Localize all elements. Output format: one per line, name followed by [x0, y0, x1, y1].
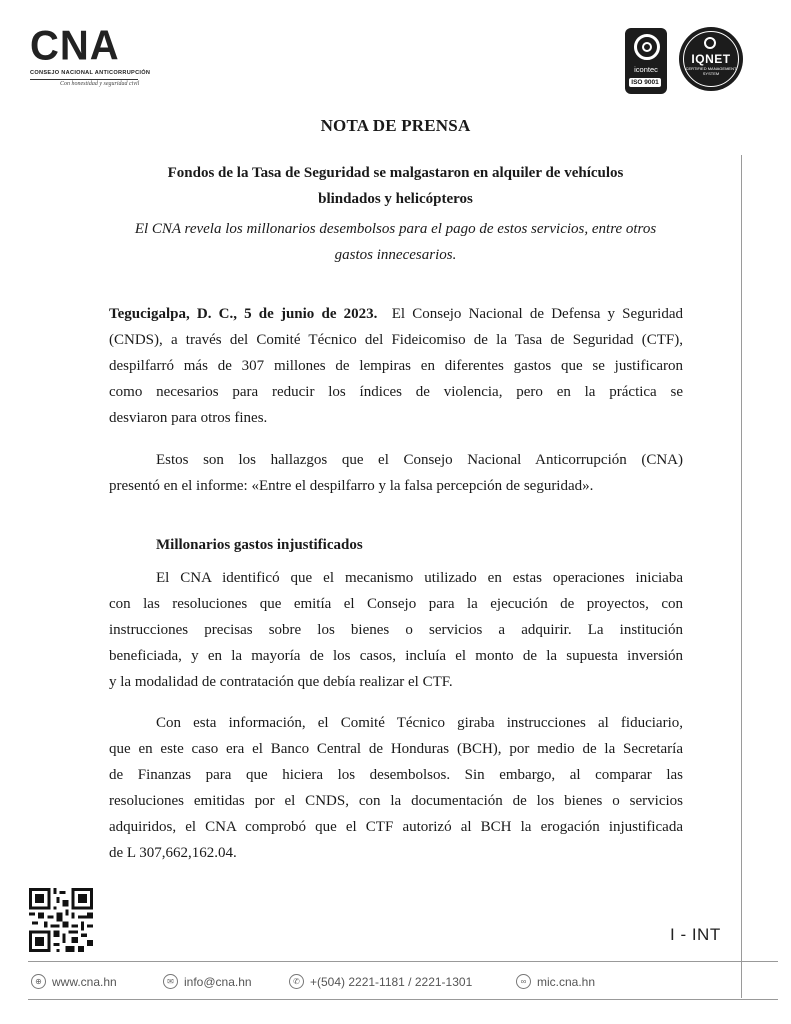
icontec-label: icontec	[634, 65, 658, 74]
iqnet-icon	[704, 37, 716, 49]
paragraph-line: resoluciones emitidas por el CNDS, con la documentación de los bienes o servicios	[109, 793, 683, 809]
footer-phone[interactable]	[289, 974, 472, 989]
paragraph-line	[109, 301, 683, 327]
logo-divider	[30, 79, 138, 80]
iso-label: ISO 9001	[629, 78, 661, 87]
footer-mic-text: mic.cna.hn	[537, 974, 596, 989]
footer-email[interactable]	[163, 974, 252, 989]
cna-logo	[30, 22, 151, 92]
paragraph-line: de L 307,662,162.04.	[109, 845, 237, 861]
headline-line-2: blindados y helicópteros	[318, 191, 473, 207]
footer-website-text: www.cna.hn	[52, 974, 117, 989]
icontec-icon	[634, 34, 660, 60]
iqnet-certification-badge	[679, 27, 743, 91]
paragraph-line: (CNDS), a través del Comité Técnico del Fideicomiso de la Tasa de Seguridad (CTF),	[109, 332, 683, 348]
document-code: I - INT	[670, 925, 721, 944]
link-icon: ∞	[516, 974, 531, 989]
paragraph-2	[109, 447, 683, 499]
paragraph-line: de Finanzas para que hiciera los desembolsos. Sin embargo, al comparar las	[109, 767, 683, 783]
logo-full-name: CONSEJO NACIONAL ANTICORRUPCIÓN	[30, 70, 151, 76]
subheadline-line-1: El CNA revela los millonarios desembolsos para el pago de estos servicios, entre otros	[134, 221, 657, 237]
paragraph-line: que en este caso era el Banco Central de Honduras (BCH), por medio de la Secretaría	[109, 741, 683, 757]
paragraph-1	[109, 301, 683, 431]
footer-rule-bottom	[28, 999, 778, 1000]
footer-website[interactable]	[31, 974, 117, 989]
paragraph-line: como necesarios para reducir los índices de violencia, pero en la práctica se	[109, 384, 683, 400]
paragraph-text: El Consejo Nacional de Defensa y Seguridad	[391, 306, 684, 322]
globe-icon: ⊕	[31, 974, 46, 989]
paragraph-line: Con esta información, el Comité Técnico giraba instrucciones al fiduciario,	[156, 715, 683, 731]
iqnet-sublabel: CERTIFIED MANAGEMENT SYSTEM	[685, 66, 737, 76]
section-heading: Millonarios gastos injustificados	[156, 537, 363, 553]
paragraph-line: instrucciones precisas sobre los bienes o servicios a adquirir. La institución	[109, 622, 683, 638]
paragraph-line: y la modalidad de contratación que debía realizar el CTF.	[109, 674, 453, 690]
headline	[0, 160, 791, 212]
paragraph-3	[109, 565, 683, 695]
paragraph-line: despilfarró más de 307 millones de lempiras en diferentes gastos que se justificaron	[109, 358, 683, 374]
icontec-certification-badge	[625, 28, 667, 94]
footer-phone-text: +(504) 2221-1181 / 2221-1301	[310, 974, 473, 989]
footer-mic[interactable]	[516, 974, 595, 989]
paragraph-line: desviaron para otros fines.	[109, 410, 268, 426]
paragraph-line: presentó en el informe: «Entre el despilfarro y la falsa percepción de seguridad».	[109, 478, 594, 494]
footer-email-text: info@cna.hn	[184, 974, 252, 989]
paragraph-line: con las resoluciones que emitía el Consejo para la ejecución de proyectos, con	[109, 596, 683, 612]
paragraph-line: Estos son los hallazgos que el Consejo Nacional Anticorrupción (CNA)	[156, 452, 683, 468]
logo-tagline: Con honestidad y seguridad civil	[60, 81, 140, 87]
iqnet-label: IQNET	[691, 52, 731, 66]
paragraph-line: adquiridos, el CNA comprobó que el CTF autorizó al BCH la erogación injustificada	[109, 819, 683, 835]
logo-letters: CNA	[30, 22, 120, 70]
paragraph-4	[109, 710, 683, 866]
margin-rule	[741, 155, 742, 998]
footer-rule-top	[28, 961, 778, 962]
paragraph-line: beneficiada, y en la mayoría de los casos, incluía el monto de la supuesta inversión	[109, 648, 683, 664]
phone-icon: ✆	[289, 974, 304, 989]
paragraph-line: El CNA identificó que el mecanismo utilizado en estas operaciones iniciaba	[156, 570, 683, 586]
envelope-icon: ✉	[163, 974, 178, 989]
subheadline	[0, 216, 791, 268]
dateline: Tegucigalpa, D. C., 5 de junio de 2023.	[109, 306, 378, 322]
page-title: NOTA DE PRENSA	[320, 116, 471, 135]
headline-line-1: Fondos de la Tasa de Seguridad se malgastaron en alquiler de vehículos	[167, 165, 624, 181]
subheadline-line-2: gastos innecesarios.	[334, 247, 457, 263]
qr-code	[29, 888, 93, 952]
